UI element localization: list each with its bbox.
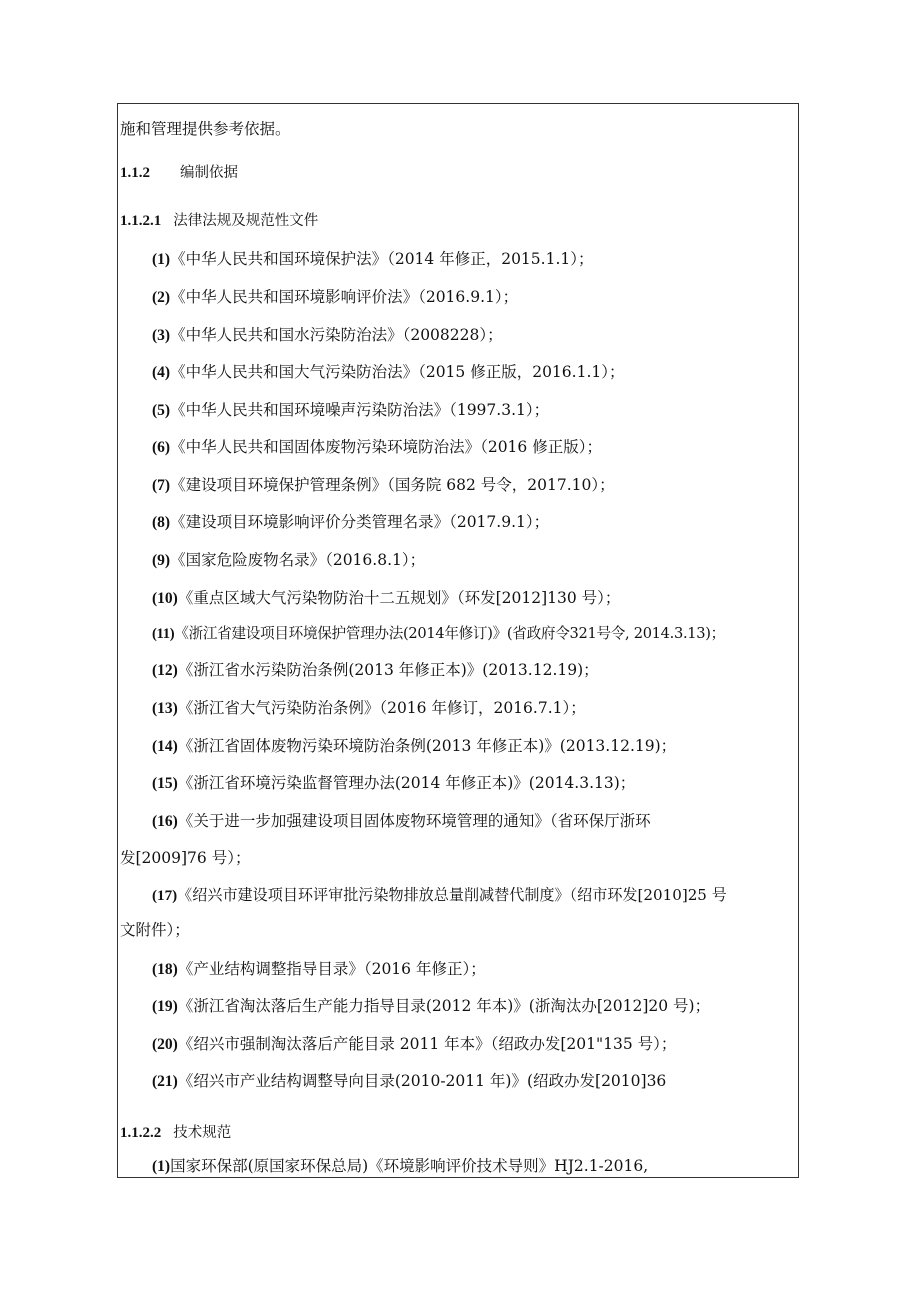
list-item: (1)《中华人民共和国环境保护法》（2014 年修正，2015.1.1）； [152,250,594,268]
list-item: (2)《中华人民共和国环境影响评价法》（2016.9.1）； [152,288,519,306]
list-item-continuation: 发[2009]76 号）； [120,849,251,867]
list-item: (8)《建设项目环境影响评价分类管理名录》（2017.9.1）； [152,513,550,531]
section-number: 1.1.2.2 [120,1125,162,1141]
list-item-continuation: 文附件）； [120,921,190,939]
section-title: 技术规范 [173,1125,232,1141]
list-item: (15)《浙江省环境污染监督管理办法(2014 年修正本)》(2014.3.13)； [152,774,636,792]
list-item: (17)《绍兴市建设项目环评审批污染物排放总量削减替代制度》（绍市环发[2010]25 号 [152,886,727,904]
list-item: (16)《关于进一步加强建设项目固体废物环境管理的通知》（省环保厅浙环 [152,812,651,830]
list-item: (19)《浙江省淘汰落后生产能力指导目录(2012 年本)》(浙淘汰办[2012]20 号)； [152,997,711,1015]
list-item: (10)《重点区域大气污染物防治十二五规划》（环发[2012]130 号）； [152,589,621,607]
list-item: (4)《中华人民共和国大气污染防治法》（2015 修正版，2016.1.1）； [152,363,625,381]
list-item: (13)《浙江省大气污染防治条例》（2016 年修订，2016.7.1）； [152,699,586,717]
section-number: 1.1.2.1 [120,213,162,229]
list-item: (20)《绍兴市强制淘汰落后产能目录 2011 年本》（绍政办发[201"135 号）； [152,1035,677,1053]
list-item: (6)《中华人民共和国固体废物污染环境防治法》（2016 修正版）； [152,438,602,456]
list-item: (3)《中华人民共和国水污染防治法》（2008228）； [152,326,503,344]
list-item: (5)《中华人民共和国环境噪声污染防治法》（1997.3.1）； [152,401,550,419]
list-item: (21)《绍兴市产业结构调整导向目录(2010-2011 年)》(绍政办发[2010]36 [152,1072,667,1090]
section-heading-1-1-2 [120,162,238,183]
section-title: 编制依据 [180,165,238,181]
list-item: (12)《浙江省水污染防治条例(2013 年修正本)》(2013.12.19)； [152,661,599,679]
tech-list-item: (1)国家环保部(原国家环保总局)《环境影响评价技术导则》HJ2.1-2016, [152,1157,649,1175]
list-item: (11)《浙江省建设项目环境保护管理办法(2014年修订)》(省政府令321号令, 2014.3.13)； [152,625,725,642]
intro-line: 施和管理提供参考依据。 [120,120,291,138]
list-item: (14)《浙江省固体废物污染环境防治条例(2013 年修正本)》(2013.12.19)； [152,737,677,755]
section-heading-1-1-2-2 [120,1122,231,1143]
list-item: (9)《国家危险废物名录》（2016.8.1）； [152,551,426,569]
document-frame [117,103,799,1178]
section-number: 1.1.2 [120,165,150,181]
section-title: 法律法规及规范性文件 [173,213,319,229]
list-item: (7)《建设项目环境保护管理条例》（国务院 682 号令，2017.10）； [152,476,615,494]
section-heading-1-1-2-1 [120,210,318,231]
list-item: (18)《产业结构调整指导目录》（2016 年修正）； [152,960,486,978]
